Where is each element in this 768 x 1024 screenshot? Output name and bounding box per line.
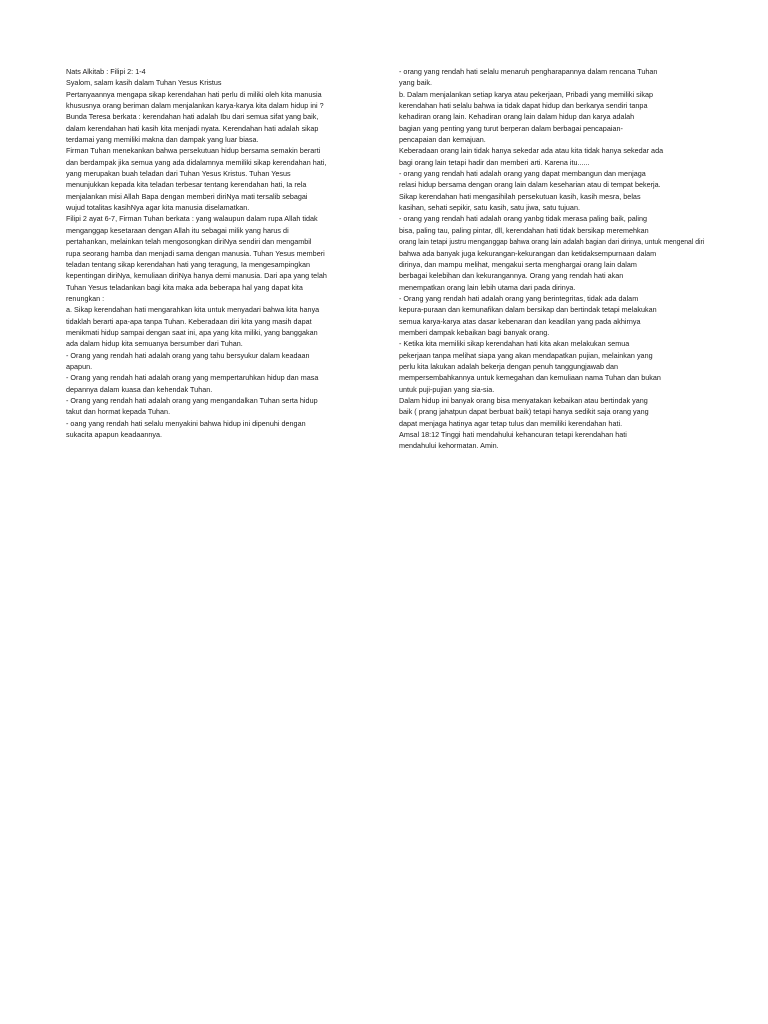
text-line: menunjukkan kepada kita teladan terbesar tentang kerendahan hati, Ia rela [66,180,307,190]
text-line: Nats Alkitab : Filipi 2: 1-4 [66,67,146,76]
text-line: semua karya-karya atas dasar kebenaran dan keadilan yang pada akhirnya [399,316,641,326]
text-line: menempatkan orang lain lebih utama dari pada dirinya. [399,282,576,292]
text-line: - oang yang rendah hati selalu menyakini bahwa hidup ini dipenuhi dengan [66,418,306,428]
text-line: dalam kerendahan hati kasih kita menjadi nyata. Kerendahan hati adalah sikap [66,123,319,133]
text-line: bahwa ada banyak juga kekurangan-kekurangan dan ketidaksempurnaan dalam [399,248,657,258]
text-line: tidaklah berarti apa-apa tanpa Tuhan. Keberadaan diri kita yang masih dapat [66,316,312,326]
text-line: renungkan : [66,293,105,303]
text-line: - Ketika kita memiliki sikap kerendahan hati kita akan melakukan semua [399,339,630,349]
text-line: menikmati hidup sampai dengan saat ini, apa yang kita miliki, yang banggakan [66,327,318,337]
text-line: ada dalam hidup kita semuanya bersumber dari Tuhan. [66,339,243,349]
left-text-column [66,66,366,440]
right-text-column [399,66,704,452]
text-line: khususnya orang beriman dalam menjalankan karya-karya kita dalam hidup ini ? [66,101,324,111]
text-line: dan berdampak jika semua yang ada didalamnya memiliki sikap kerendahan hati, [66,157,327,167]
text-line: memberi dampak kebaikan bagi banyak orang. [399,327,550,337]
text-line: kasihan, sehati sepikir, satu kasih, satu jiwa, satu tujuan. [399,203,580,213]
text-line: yang merupakan buah teladan dari Tuhan Yesus Kristus. Tuhan Yesus [66,169,291,179]
text-line: Firman Tuhan menekankan bahwa persekutuan hidup bersama semakin berarti [66,146,321,156]
text-line: teladan tentang sikap kerendahan hati yang teragung, Ia mengesampingkan [66,259,310,269]
text-line: rupa seorang hamba dan menjadi sama dengan manusia. Tuhan Yesus memberi [66,248,325,258]
text-line: pertahankan, melainkan telah mengosongkan diriNya sendiri dan mengambil [66,237,312,247]
text-line: pekerjaan tanpa melihat siapa yang akan mendapatkan pujian, melainkan yang [399,350,653,360]
text-line: apapun. [66,361,93,371]
text-line: berbagai kelebihan dan kekurangannya. Orang yang rendah hati akan [399,271,624,281]
text-line: mendahului kehormatan. Amin. [399,441,499,451]
text-line: yang baik. [399,78,432,88]
text-line: Filipi 2 ayat 6-7, Firman Tuhan berkata : yang walaupun dalam rupa Allah tidak [66,214,318,224]
text-line: a. Sikap kerendahan hati mengarahkan kita untuk menyadari bahwa kita hanya [66,305,320,315]
text-line: Bunda Teresa berkata : kerendahan hati adalah Ibu dari semua sifat yang baik, [66,112,319,122]
text-line: - Orang yang rendah hati adalah orang yang mengandalkan Tuhan serta hidup [66,395,318,405]
text-line: orang lain tetapi justru menganggap bahwa orang lain adalah bagian dari dirinya, untuk mengenal diri [399,237,705,247]
text-line: pencapaian dan kemajuan. [399,135,486,145]
text-line: Dalam hidup ini banyak orang bisa menyatakan kebaikan atau bertindak yang [399,395,648,405]
text-line: - Orang yang rendah hati adalah orang yang berintegritas, tidak ada dalam [399,293,639,303]
text-line: bisa, paling tau, paling pintar, dll, kerendahan hati tidak bersikap meremehkan [399,225,649,235]
text-line: baik ( prang jahatpun dapat berbuat baik) tetapi hanya sedikit saja orang yang [399,407,649,417]
text-line: relasi hidup bersama dengan orang lain dalam keseharian atau di tempat bekerja. [399,180,661,190]
text-line: Syalom, salam kasih dalam Tuhan Yesus Kristus [66,78,222,88]
text-line: takut dan hormat kepada Tuhan. [66,407,171,417]
text-line: kehadiran orang lain. Kehadiran orang lain dalam hidup dan karya adalah [399,112,635,122]
text-line: kepura-puraan dan kemunafikan dalam bersikap dan bertindak tetapi melakukan [399,305,657,315]
text-line: Tuhan Yesus teladankan bagi kita maka ada beberapa hal yang dapat kita [66,282,303,292]
text-line: mempersembahkannya untuk kemegahan dan kemuliaan nama Tuhan dan bukan [399,373,661,383]
text-line: bagi orang lain tetapi hadir dan memberi arti. Karena itu...... [399,157,590,167]
text-line: b. Dalam menjalankan setiap karya atau pekerjaan, Pribadi yang memiliki sikap [399,89,654,99]
text-line: Keberadaan orang lain tidak hanya sekedar ada atau kita tidak hanya sekedar ada [399,146,664,156]
text-line: dirinya, dan mampu melihat, mengakui serta menghargai orang lain dalam [399,259,637,269]
text-line: - orang yang rendah hati adalah orang yanbg tidak merasa paling baik, paling [399,214,648,224]
text-line: kepentingan diriNya, kemuliaan diriNya hanya demi manusia. Dari apa yang telah [66,271,327,281]
text-line: Pertanyaannya mengapa sikap kerendahan hati perlu di miliki oleh kita manusia [66,89,322,99]
text-line: depannya dalam kuasa dan kehendak Tuhan. [66,384,213,394]
text-line: terdamai yang memiliki makna dan dampak yang luar biasa. [66,135,259,145]
text-line: menganggap kesetaraan dengan Allah itu sebagai milik yang harus di [66,225,289,235]
text-line: sukacita apapun keadaannya. [66,430,163,439]
text-line: Sikap kerendahan hati mengasihilah persekutuan kasih, kasih mesra, belas [399,191,641,201]
text-line: kerendahan hati selalu bahwa ia tidak dapat hidup dan berkarya sendiri tanpa [399,101,648,111]
text-line: perlu kita lakukan adalah bekerja dengan penuh tanggungjawab dan [399,361,619,371]
text-line: - orang yang rendah hati selalu menaruh pengharapannya dalam rencana Tuhan [399,67,658,76]
text-line: menjalankan misi Allah Bapa dengan memberi diriNya mati tersalib sebagai [66,191,308,201]
text-line: untuk puji-pujian yang sia-sia. [399,384,495,394]
text-line: Amsal 18:12 Tinggi hati mendahului kehancuran tetapi kerendahan hati [399,430,627,439]
text-line: - Orang yang rendah hati adalah orang yang tahu bersyukur dalam keadaan [66,350,310,360]
text-line: - Orang yang rendah hati adalah orang yang mempertaruhkan hidup dan masa [66,373,319,383]
text-line: - orang yang rendah hati adalah orang yang dapat membangun dan menjaga [399,169,646,179]
text-line: dapat menjaga hatinya agar tetap tulus dan memiliki kerendahan hati. [399,418,623,428]
text-line: wujud totalitas kasihNya agar kita manusia diselamatkan. [66,203,250,213]
text-line: bagian yang penting yang turut berperan dalam berbagai pencapaian- [399,123,623,133]
